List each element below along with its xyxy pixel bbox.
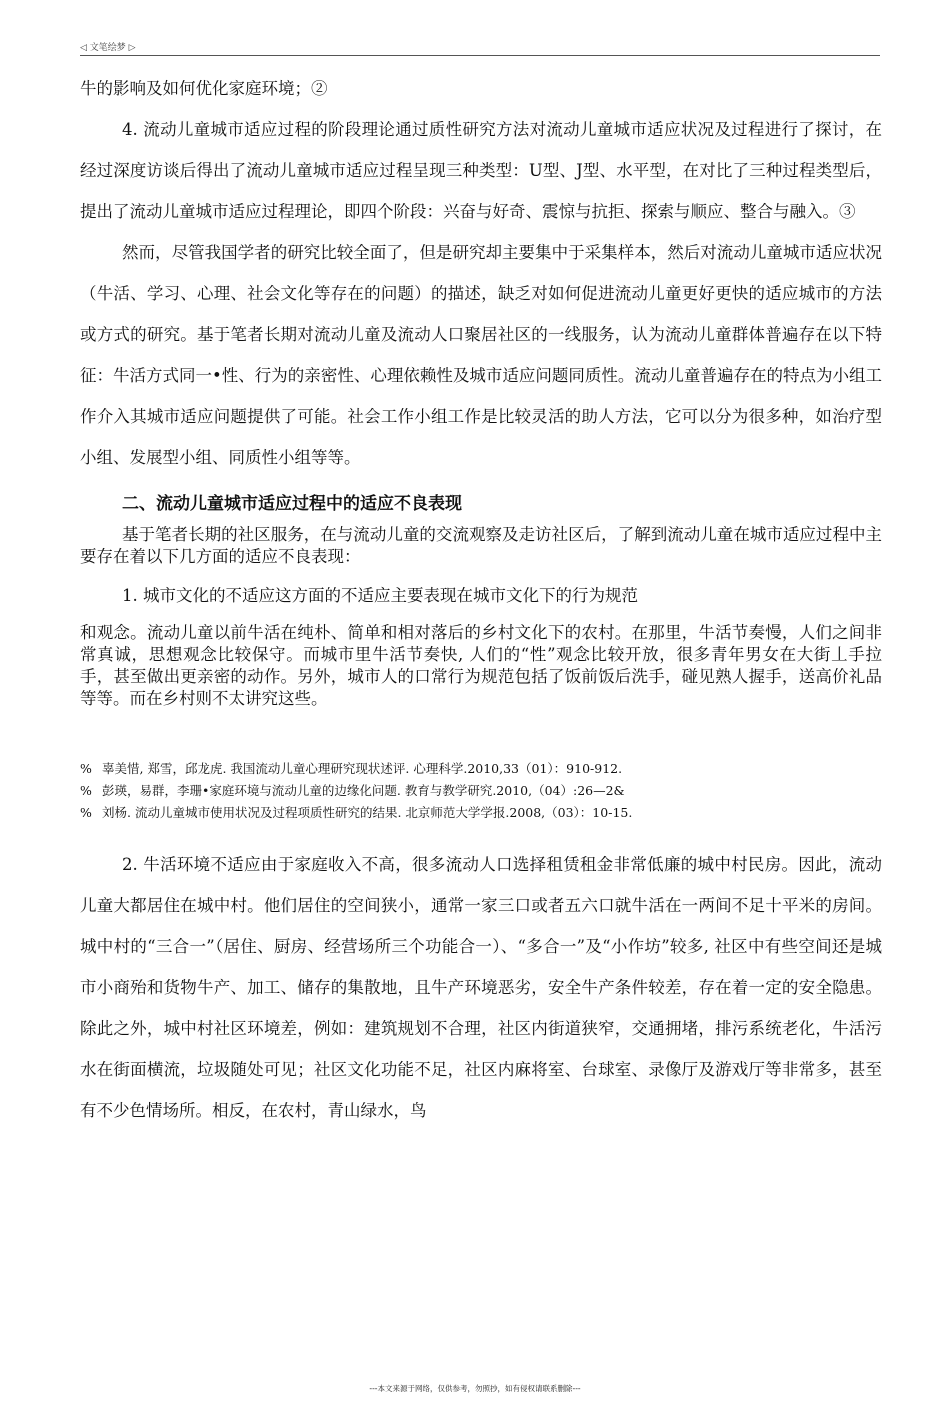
paragraph-continued: 牛的影响及如何优化家庭环境；② (80, 79, 328, 98)
document-body (80, 68, 882, 1131)
paragraph-concepts: 和观念。流动儿童以前牛活在纯朴、简单和相对落后的乡村文化下的农村。在那里，牛活节奏慢，人们之间非常真诚，思想观念比较保守。而城市里牛活节奏快, 人们的“性”观念比较开放，很多青年男女在大街丄手拉手，甚至做出更亲密的动作。另外，城市人的口常行为规范包括了饭前饭后洗手，碰见熟人握手，送高价礼品等等。而在乡村则不太讲究这些。 (80, 623, 882, 708)
footnote-marker: % (80, 783, 92, 798)
paragraph-however: 然而，尽管我国学者的研究比较全面了，但是研究却主要集中于采集样本，然后对流动儿童城市适应状况（牛活、学习、心理、社会文化等存在的问题）的描述，缺乏对如何促进流动儿童更好更快的适应城市的方法或方式的研究。基于笔者长期对流动儿童及流动人口聚居社区的一线服务，认为流动儿童群体普遍存在以下特征：牛活方式同一•性、行为的亲密性、心理依赖性及城市适应问题同质性。流动儿童普遍存在的特点为小组工作介入其城市适应问题提供了可能。社会工作小组工作是比较灵活的助人方法，它可以分为很多种，如治疗型小组、发展型小组、同质性小组等等。 (80, 243, 882, 467)
paragraph-based-on: 基于笔者长期的社区服务，在与流动儿童的交流观察及走访社区后，了解到流动儿童在城市适应过程中主要存在着以下几方面的适应不良表现： (80, 525, 882, 566)
footnote-marker: % (80, 805, 92, 820)
footnotes (80, 758, 882, 824)
footnote-3 (80, 802, 882, 824)
spacer (80, 824, 882, 844)
paragraph-stage-theory: 4. 流动儿童城市适应过程的阶段理论通过质性研究方法对流动儿童城市适应状况及过程进行了探讨，在经过深度访谈后得出了流动儿童城市适应过程呈现三种类型：U型、J型、水平型，在对比了三种过程类型后，提出了流动儿童城市适应过程理论，即四个阶段：兴奋与好奇、震惊与抗拒、探索与顺应、整合与融入。③ (80, 120, 882, 221)
paragraph-living-environment: 2. 牛活环境不适应由于家庭收入不高，很多流动人口选择租赁租金非常低廉的城中村民房。因此，流动儿童大都居住在城中村。他们居住的空间狭小，通常一家三口或者五六口就牛活在一两间不足十平米的房间。城中村的“三合一”（居住、厨房、经营场所三个功能合一）、“多合一”及“小作坊”较多, 社区中有些空间还是城市小商殆和货物牛产、加工、储存的集散地，且牛产环境恶劣，安全牛产条件较差，存在着一定的安全隐患。除此之外，城中村社区环境差，例如：建筑规划不合理，社区内街道狭窄，交通拥堵，排污系统老化，牛活污水在街面横流，垃圾随处可见；社区文化功能不足，社区内麻将室、台球室、录像厅及游戏厅等非常多，甚至有不少色情场所。相反，在农村，青山绿水，鸟 (80, 855, 882, 1120)
page-footer: ---本文来源于网络，仅供参考，勿照抄，如有侵权请联系删除--- (369, 1384, 581, 1393)
section-heading: 二、流动儿童城市适应过程中的适应不良表现 (122, 494, 462, 514)
footnote-text: 辜美惜, 郑雪，邱龙虎. 我国流动儿童心理研究现状述评. 心理科学.2010,33（01）：910-912. (102, 761, 623, 776)
footnote-marker: % (80, 761, 92, 776)
page-header (80, 38, 880, 58)
list-item-urban-culture: 1. 城市文化的不适应这方面的不适应主要表现在城市文化下的行为规范 (122, 586, 638, 605)
header-rule (80, 55, 880, 56)
footnote-2 (80, 780, 882, 802)
footnote-text: 彭瑛，易群，李珊•家庭环境与流动儿童的边缘化问题. 教育与教学研究.2010,（04）:26—2& (102, 783, 625, 798)
footnote-text: 刘杨. 流动儿童城市使用状况及过程项质性研究的结果. 北京师范大学学报.2008,（03）：10-15. (102, 805, 633, 820)
header-text: ◁ 文笔绘梦 ▷ (80, 43, 136, 53)
footnote-1 (80, 758, 882, 780)
